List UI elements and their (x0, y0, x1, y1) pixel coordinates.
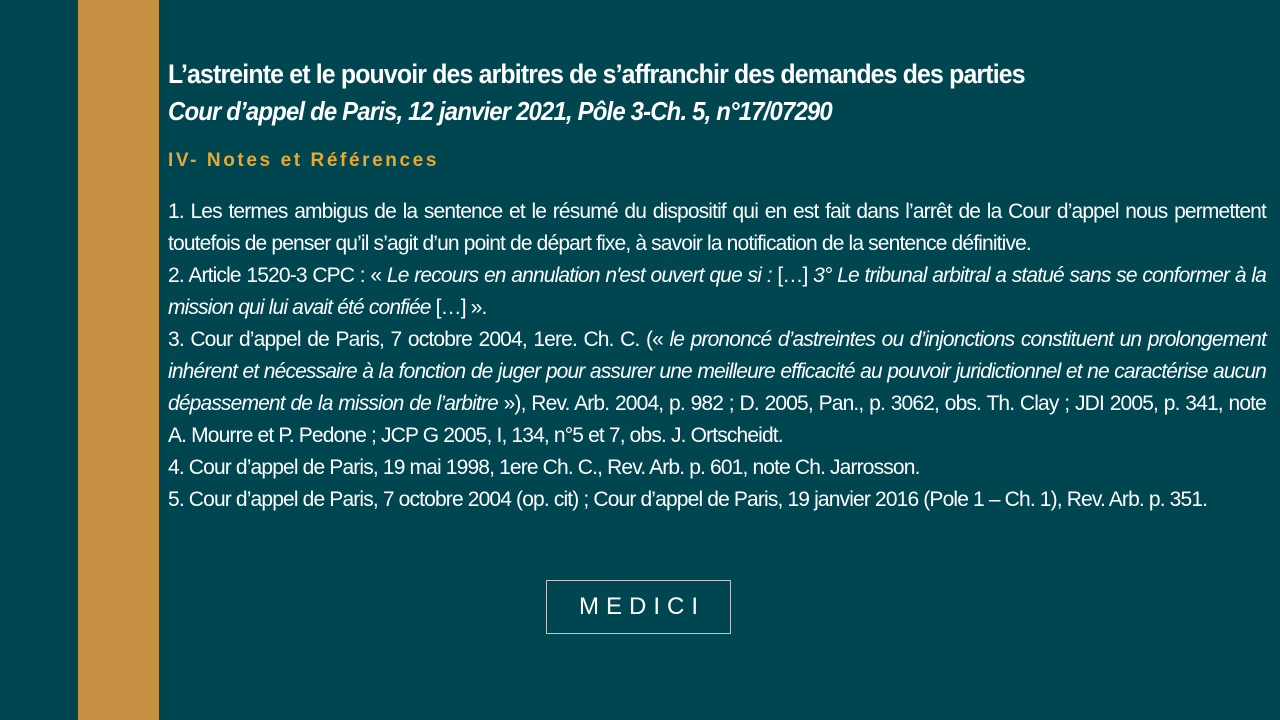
note-2-ellipsis: […] (771, 264, 814, 287)
note-3-intro: 3. Cour d’appel de Paris, 7 octobre 2004, 1ere. Ch. C. (« (168, 328, 670, 351)
accent-bar (78, 0, 159, 720)
note-4: 4. Cour d’appel de Paris, 19 mai 1998, 1ere Ch. C., Rev. Arb. p. 601, note Ch. Jarrosson. (168, 456, 920, 479)
note-2-quote-1: Le recours en annulation n'est ouvert que si : (386, 264, 772, 287)
note-1: 1. Les termes ambigus de la sentence et le résumé du dispositif qui en est fait dans l’arrêt de la Cour d’appel nous permettent toutefois de penser qu’il s’agit d’un point de départ fixe, à savoir la notification de la sentence définitive. (168, 200, 1266, 255)
page-title: L’astreinte et le pouvoir des arbitres de s’affranchir des demandes des parties (168, 59, 1025, 89)
notes-list (168, 196, 1266, 516)
note-2 (168, 260, 1266, 324)
slide-content (168, 56, 1268, 516)
note-3 (168, 324, 1266, 452)
note-5: 5. Cour d’appel de Paris, 7 octobre 2004 (op. cit) ; Cour d’appel de Paris, 19 janvier 2016 (Pole 1 – Ch. 1), Rev. Arb. p. 351. (168, 488, 1208, 511)
note-2-end: […] ». (430, 296, 487, 319)
note-3-quote: le prononcé d’astreintes ou d’injonctions constituent un prolongement inhérent et nécessaire à la fonction de juger pour assurer une meilleure efficacité au pouvoir juridictionnel et ne caractérise aucun dépassement de la mission de l’arbitre (168, 328, 1266, 415)
page-subtitle: Cour d’appel de Paris, 12 janvier 2021, Pôle 3-Ch. 5, n°17/07290 (168, 96, 832, 126)
note-2-quote-2: 3° Le tribunal arbitral a statué sans se conformer à la mission qui lui avait été confiée (168, 264, 1266, 319)
note-3-references: »), Rev. Arb. 2004, p. 982 ; D. 2005, Pan., p. 3062, obs. Th. Clay ; JDI 2005, p. 341, note A. Mourre et P. Pedone ; JCP G 2005, I, 134, n°5 et 7, obs. J. Ortscheidt. (168, 392, 1266, 447)
note-2-intro: 2. Article 1520-3 CPC : « (168, 264, 387, 287)
section-heading: IV- Notes et Références (168, 150, 439, 171)
medici-logo (546, 580, 731, 634)
logo-text: MEDICI (579, 593, 705, 620)
